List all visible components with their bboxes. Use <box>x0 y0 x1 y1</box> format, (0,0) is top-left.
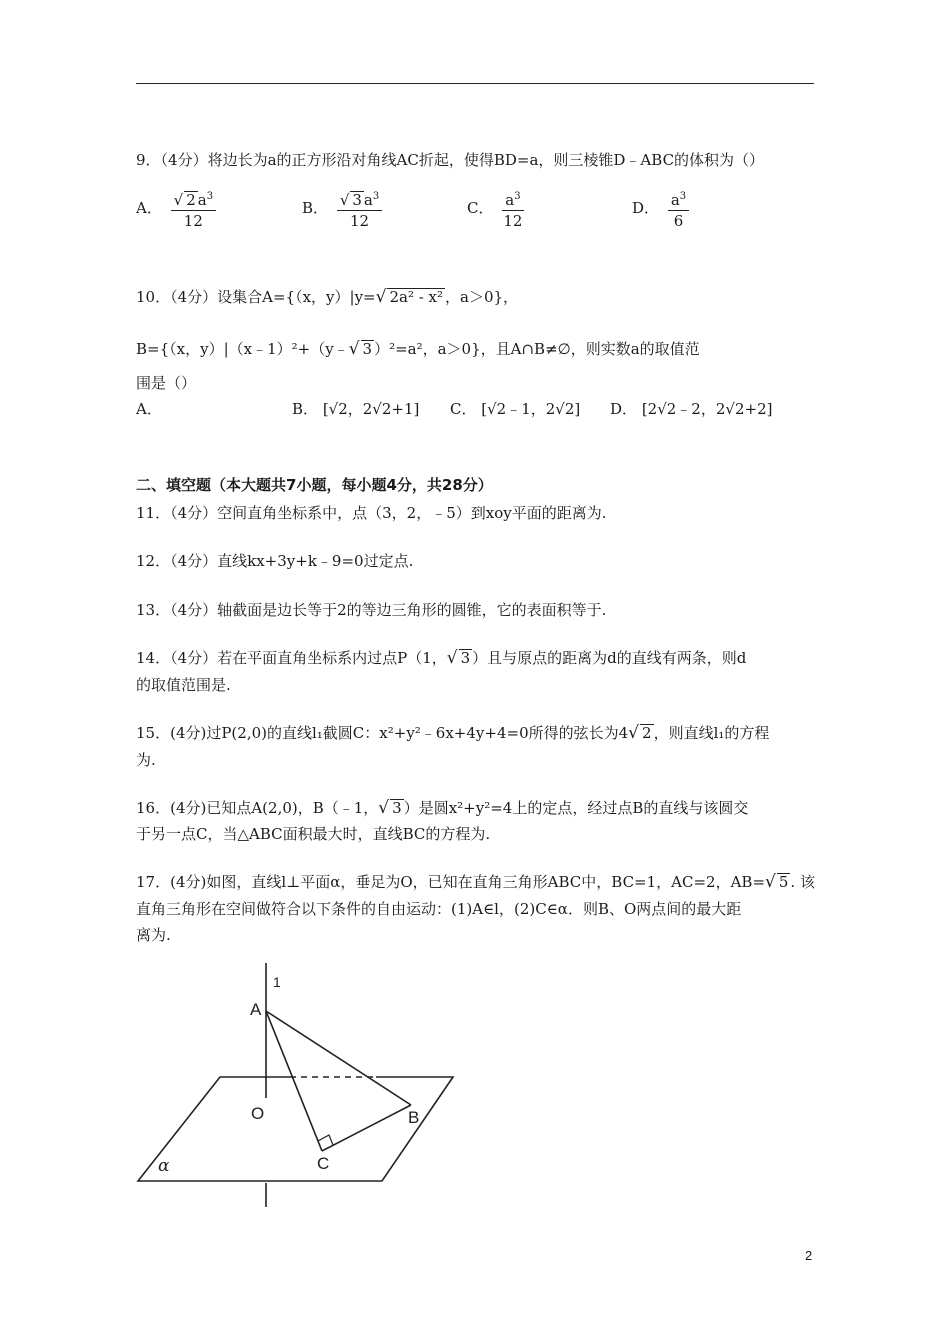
page-number: 2 <box>805 1248 813 1263</box>
question-15-line1: 15．(4分)过P(2,0)的直线l₁截圆C：x²+y²﹣6x+4y+4=0所得的弦长为4√ 2 ，则直线l₁的方程 <box>136 723 770 743</box>
question-17-line3: 离为. <box>136 926 171 944</box>
edge-ac <box>266 1011 322 1151</box>
label-o: O <box>251 1104 265 1123</box>
q10-option-c: C． [√2﹣1，2√2] <box>450 400 581 418</box>
question-11: 11．（4分）空间直角坐标系中，点（3，2，﹣5）到xoy平面的距离为. <box>136 504 607 522</box>
q10-option-b: B． [√2，2√2+1] <box>292 400 420 418</box>
question-10-line3: 围是（） <box>136 374 197 392</box>
question-10-line2: B={（x，y）|（x﹣1）²+（y﹣√ 3 ）²=a²，a＞0}，且A∩B≠∅，则实数a的取值范 <box>136 339 700 359</box>
q9-option-d: D． $\frac{a^3}{6}$ <box>632 188 693 230</box>
edge-ab <box>266 1011 411 1105</box>
question-9-stem: 9．（4分）将边长为a的正方形沿对角线AC折起，使得BD=a，则三棱锥D﹣ABC的体积为（） <box>136 151 765 169</box>
question-13: 13．（4分）轴截面是边长等于2的等边三角形的圆锥，它的表面积等于. <box>136 601 607 619</box>
question-12: 12．（4分）直线kx+3y+k﹣9=0过定点. <box>136 552 414 570</box>
edge-bc <box>322 1105 411 1151</box>
question-14-line2: 的取值范围是. <box>136 676 231 694</box>
q10-option-d: D． [2√2﹣2，2√2+2] <box>610 400 773 418</box>
label-b: B <box>408 1108 420 1127</box>
q9-option-c: C． $\frac{a^3}{12}$ <box>467 188 528 230</box>
label-c: C <box>317 1154 330 1173</box>
header-rule <box>136 83 814 84</box>
label-l: 1 <box>273 974 281 990</box>
q9-option-a: A． $\frac{√ 2 a^3}{12}$ <box>136 188 220 230</box>
geometry-figure <box>130 955 470 1215</box>
q10-option-a: A． <box>136 400 162 418</box>
plane-alpha <box>138 1077 453 1181</box>
question-17-line1: 17．(4分)如图，直线l⊥平面α，垂足为O，已知在直角三角形ABC中，BC=1，AC=2，AB=√ 5 . 该 <box>136 872 815 892</box>
section-heading: 二、填空题（本大题共7小题，每小题4分，共28分） <box>136 476 493 494</box>
label-a: A <box>250 1000 262 1019</box>
label-alpha: α <box>158 1156 170 1176</box>
question-16-line2: 于另一点C，当△ABC面积最大时，直线BC的方程为. <box>136 825 491 843</box>
question-15-line2: 为. <box>136 751 156 769</box>
right-angle-mark <box>318 1135 333 1145</box>
question-17-line2: 直角三角形在空间做符合以下条件的自由运动：(1)A∈l，(2)C∈α．则B、O两点间的最大距 <box>136 900 742 918</box>
question-10-line1: 10．（4分）设集合A={（x，y）|y=√ 2a² - x² ，a＞0}， <box>136 287 519 307</box>
question-14-line1: 14．（4分）若在平面直角坐标系内过点P（1，√ 3 ）且与原点的距离为d的直线有两条，则d <box>136 648 747 668</box>
question-16-line1: 16．(4分)已知点A(2,0)，B（﹣1，√ 3 ）是圆x²+y²=4上的定点，经过点B的直线与该圆交 <box>136 798 749 818</box>
q9-option-b: B． $\frac{√ 3 a^3}{12}$ <box>302 188 386 230</box>
